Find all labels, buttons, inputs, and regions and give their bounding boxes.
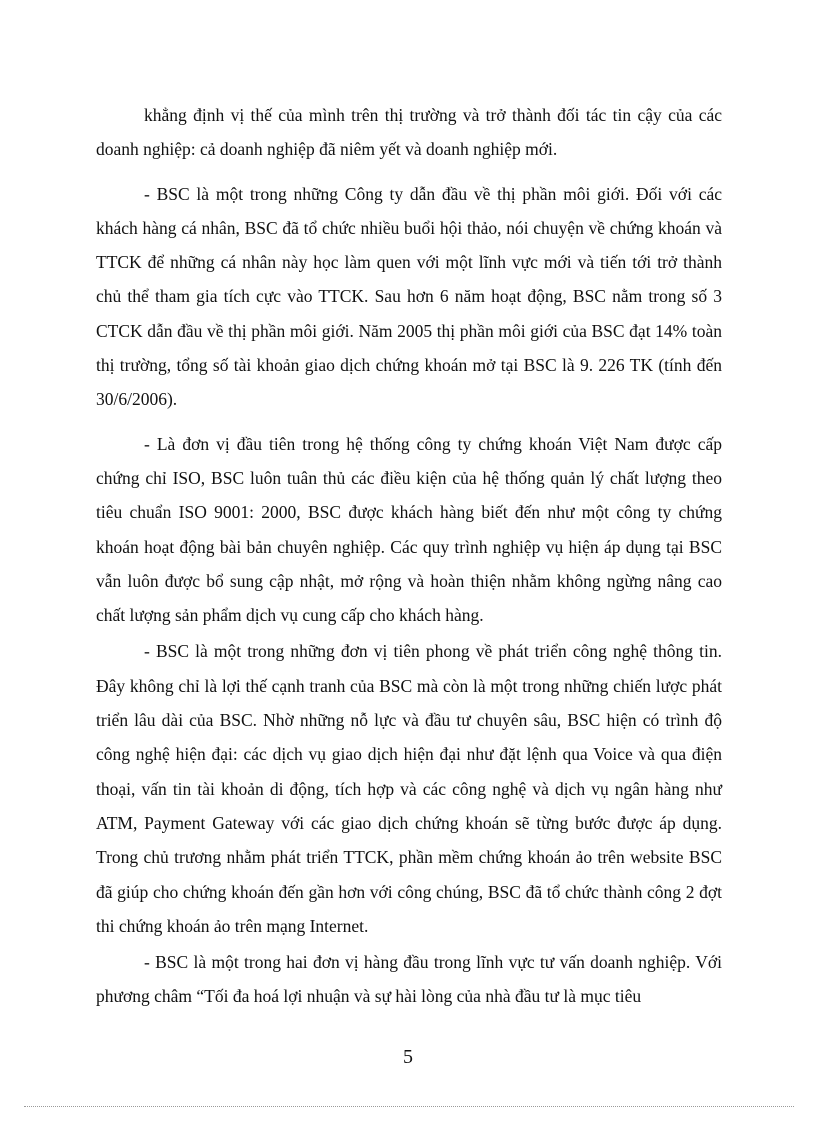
page-number: 5: [403, 1046, 413, 1068]
footer-divider: [24, 1106, 794, 1107]
paragraph-continuation: khẳng định vị thế của mình trên thị trường và trở thành đối tác tin cậy của các doanh nghiệp: cả doanh nghiệp đã niêm yết và doanh nghiệp mới.: [96, 105, 722, 160]
paragraph-iso: - Là đơn vị đầu tiên trong hệ thống công ty chứng khoán Việt Nam được cấp chứng chỉ ISO, BSC luôn tuân thủ các điều kiện của hệ thống quản lý chất lượng theo tiêu chuẩn ISO 9001: 2000, BSC được khách hàng biết đến như một công ty chứng khoán hoạt động bài bản chuyên nghiệp. Các quy trình nghiệp vụ hiện áp dụng tại BSC vẫn luôn được bổ sung cập nhật, mở rộng và hoàn thiện nhằm không ngừng nâng cao chất lượng sản phẩm dịch vụ cung cấp cho khách hàng.: [96, 433, 722, 626]
paragraph-technology: - BSC là một trong những đơn vị tiên phong về phát triển công nghệ thông tin. Đây không chỉ là lợi thế cạnh tranh của BSC mà còn là một trong những chiến lược phát triển lâu dài của BSC. Nhờ những nỗ lực và đầu tư chuyên sâu, BSC hiện có trình độ công nghệ hiện đại: các dịch vụ giao dịch hiện đại như đặt lệnh qua Voice và qua điện thoại, vấn tin tài khoản di động, tích hợp và các công nghệ và dịch vụ ngân hàng như ATM, Payment Gateway với các giao dịch chứng khoán sẽ từng bước được áp dụng. Trong chủ trương nhằm phát triển TTCK, phần mềm chứng khoán ảo trên website BSC đã giúp cho chứng khoán đến gần hơn với công chúng, BSC đã tổ chức thành công 2 đợt thi chứng khoán ảo trên mạng Internet.: [96, 641, 722, 936]
paragraph-consulting: - BSC là một trong hai đơn vị hàng đầu trong lĩnh vực tư vấn doanh nghiệp. Với phương châm “Tối đa hoá lợi nhuận và sự hài lòng của nhà đầu tư là mục tiêu: [96, 952, 722, 1007]
body-text: [96, 98, 722, 1014]
paragraph-brokerage: - BSC là một trong những Công ty dẫn đầu về thị phần môi giới. Đối với các khách hàng cá nhân, BSC đã tổ chức nhiều buổi hội thảo, nói chuyện về chứng khoán và TTCK để những cá nhân này học làm quen với một lĩnh vực mới và tiến tới trở thành chủ thể tham gia tích cực vào TTCK. Sau hơn 6 năm hoạt động, BSC nằm trong số 3 CTCK dẫn đầu về thị phần môi giới. Năm 2005 thị phần môi giới của BSC đạt 14% toàn thị trường, tổng số tài khoản giao dịch chứng khoán mở tại BSC là 9. 226 TK (tính đến 30/6/2006).: [96, 183, 722, 410]
